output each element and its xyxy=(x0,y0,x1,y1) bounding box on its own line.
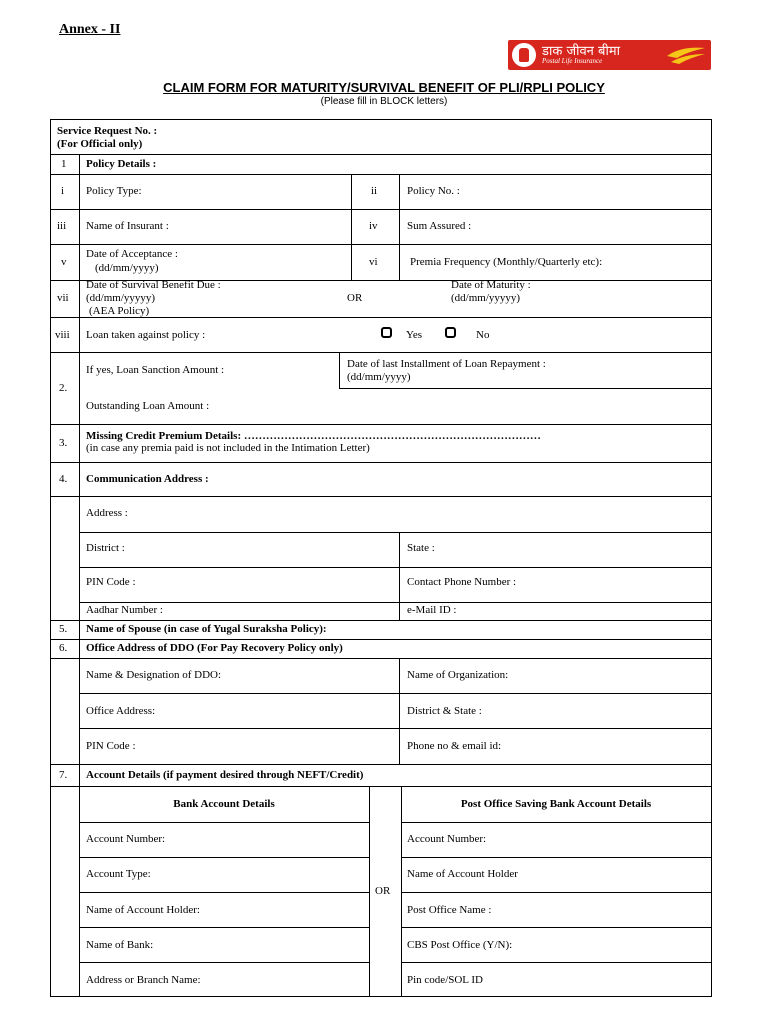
section-1-number: 1 xyxy=(61,158,67,170)
post-office-name-field[interactable]: Post Office Name : xyxy=(407,904,492,916)
phone-email-field[interactable]: Phone no & email id: xyxy=(407,740,502,752)
account-or-label: OR xyxy=(375,885,391,897)
date-of-acceptance-format: (dd/mm/yyyy) xyxy=(95,262,159,274)
vii-or-label: OR xyxy=(347,292,363,304)
sum-assured-field[interactable]: Sum Assured : xyxy=(407,220,472,232)
post-office-account-heading: Post Office Saving Bank Account Details xyxy=(460,798,652,810)
loan-sanction-amount-field[interactable]: If yes, Loan Sanction Amount : xyxy=(86,364,225,376)
bank-branch-address-field[interactable]: Address or Branch Name: xyxy=(86,974,201,986)
row-ii-number: ii xyxy=(371,185,378,197)
date-of-acceptance-field[interactable]: Date of Acceptance : xyxy=(86,248,178,260)
bank-name-field[interactable]: Name of Bank: xyxy=(86,939,154,951)
spouse-name-field[interactable]: Name of Spouse (in case of Yugal Suraksha Policy): xyxy=(86,623,327,635)
account-details-heading: Account Details (if payment desired through NEFT/Credit) xyxy=(86,769,364,781)
section-5-number: 5. xyxy=(59,623,68,635)
loan-yes-checkbox[interactable] xyxy=(381,327,392,338)
district-state-field[interactable]: District & State : xyxy=(407,705,482,717)
aea-policy-note: (AEA Policy) xyxy=(89,305,150,317)
form-title: CLAIM FORM FOR MATURITY/SURVIVAL BENEFIT OF PLI/RPLI POLICY xyxy=(163,80,605,95)
survival-benefit-due-field[interactable]: Date of Survival Benefit Due : xyxy=(86,279,221,291)
row-viii-number: viii xyxy=(55,329,70,341)
last-installment-field[interactable]: Date of last Installment of Loan Repayment : xyxy=(347,358,546,370)
bank-account-number-field[interactable]: Account Number: xyxy=(86,833,166,845)
cbs-post-office-field[interactable]: CBS Post Office (Y/N): xyxy=(407,939,513,951)
annex-label: Annex - II xyxy=(59,22,121,37)
pin-code-field[interactable]: PIN Code : xyxy=(86,576,136,588)
loan-yes-label: Yes xyxy=(406,329,423,341)
name-of-insurant-field[interactable]: Name of Insurant : xyxy=(86,220,169,232)
section-7-number: 7. xyxy=(59,769,68,781)
premia-frequency-field[interactable]: Premia Frequency (Monthly/Quarterly etc): xyxy=(410,256,603,268)
bank-account-holder-field[interactable]: Name of Account Holder: xyxy=(86,904,200,916)
row-v-number: v xyxy=(61,256,67,268)
aadhar-number-field[interactable]: Aadhar Number : xyxy=(86,604,163,616)
ddo-address-heading: Office Address of DDO (For Pay Recovery Policy only) xyxy=(86,642,343,654)
section-2-number: 2. xyxy=(59,382,68,394)
post-account-number-field[interactable]: Account Number: xyxy=(407,833,487,845)
section-3-number: 3. xyxy=(59,437,68,449)
pli-logo xyxy=(508,40,711,70)
missing-credit-note: (in case any premia paid is not included in the Intimation Letter) xyxy=(86,442,370,454)
row-i-number: i xyxy=(61,185,65,197)
row-iii-number: iii xyxy=(57,220,67,232)
survival-benefit-format: (dd/mm/yyyyy) xyxy=(86,292,156,304)
bank-account-heading: Bank Account Details xyxy=(173,798,275,810)
logo-english-text: Postal Life Insurance xyxy=(542,57,603,65)
service-request-note: (For Official only) xyxy=(57,138,143,150)
policy-type-field[interactable]: Policy Type: xyxy=(86,185,142,197)
post-wing-icon xyxy=(665,44,707,66)
organization-name-field[interactable]: Name of Organization: xyxy=(407,669,509,681)
ddo-pin-code-field[interactable]: PIN Code : xyxy=(86,740,136,752)
row-iv-number: iv xyxy=(369,220,378,232)
pin-sol-id-field[interactable]: Pin code/SOL ID xyxy=(407,974,483,986)
service-request-label: Service Request No. : xyxy=(57,125,158,137)
address-field[interactable]: Address : xyxy=(86,507,128,519)
date-of-maturity-field[interactable]: Date of Maturity : xyxy=(451,279,531,291)
bank-account-type-field[interactable]: Account Type: xyxy=(86,868,151,880)
policy-details-heading: Policy Details : xyxy=(86,158,157,170)
post-account-holder-field[interactable]: Name of Account Holder xyxy=(407,868,518,880)
contact-phone-field[interactable]: Contact Phone Number : xyxy=(407,576,517,588)
policy-no-field[interactable]: Policy No. : xyxy=(407,185,460,197)
district-field[interactable]: District : xyxy=(86,542,125,554)
loan-no-label: No xyxy=(476,329,490,341)
logo-hindi-text: डाक जीवन बीमा xyxy=(542,44,620,59)
state-field[interactable]: State : xyxy=(407,542,435,554)
hand-emblem-icon xyxy=(512,43,536,67)
loan-no-checkbox[interactable] xyxy=(445,327,456,338)
office-address-field[interactable]: Office Address: xyxy=(86,705,156,717)
communication-address-heading: Communication Address : xyxy=(86,473,209,485)
section-4-number: 4. xyxy=(59,473,68,485)
section-6-number: 6. xyxy=(59,642,68,654)
last-installment-format: (dd/mm/yyyy) xyxy=(347,371,411,383)
ddo-name-field[interactable]: Name & Designation of DDO: xyxy=(86,669,222,681)
email-id-field[interactable]: e-Mail ID : xyxy=(407,604,457,616)
date-of-maturity-format: (dd/mm/yyyyy) xyxy=(451,292,521,304)
form-subtitle: (Please fill in BLOCK letters) xyxy=(320,96,448,107)
claim-form-table xyxy=(50,119,712,997)
outstanding-loan-field[interactable]: Outstanding Loan Amount : xyxy=(86,400,210,412)
row-vii-number: vii xyxy=(57,292,69,304)
loan-taken-label: Loan taken against policy : xyxy=(86,329,206,341)
row-vi-number: vi xyxy=(369,256,378,268)
missing-credit-premium-field[interactable]: Missing Credit Premium Details: ……………………………………………………………………… xyxy=(86,430,541,442)
